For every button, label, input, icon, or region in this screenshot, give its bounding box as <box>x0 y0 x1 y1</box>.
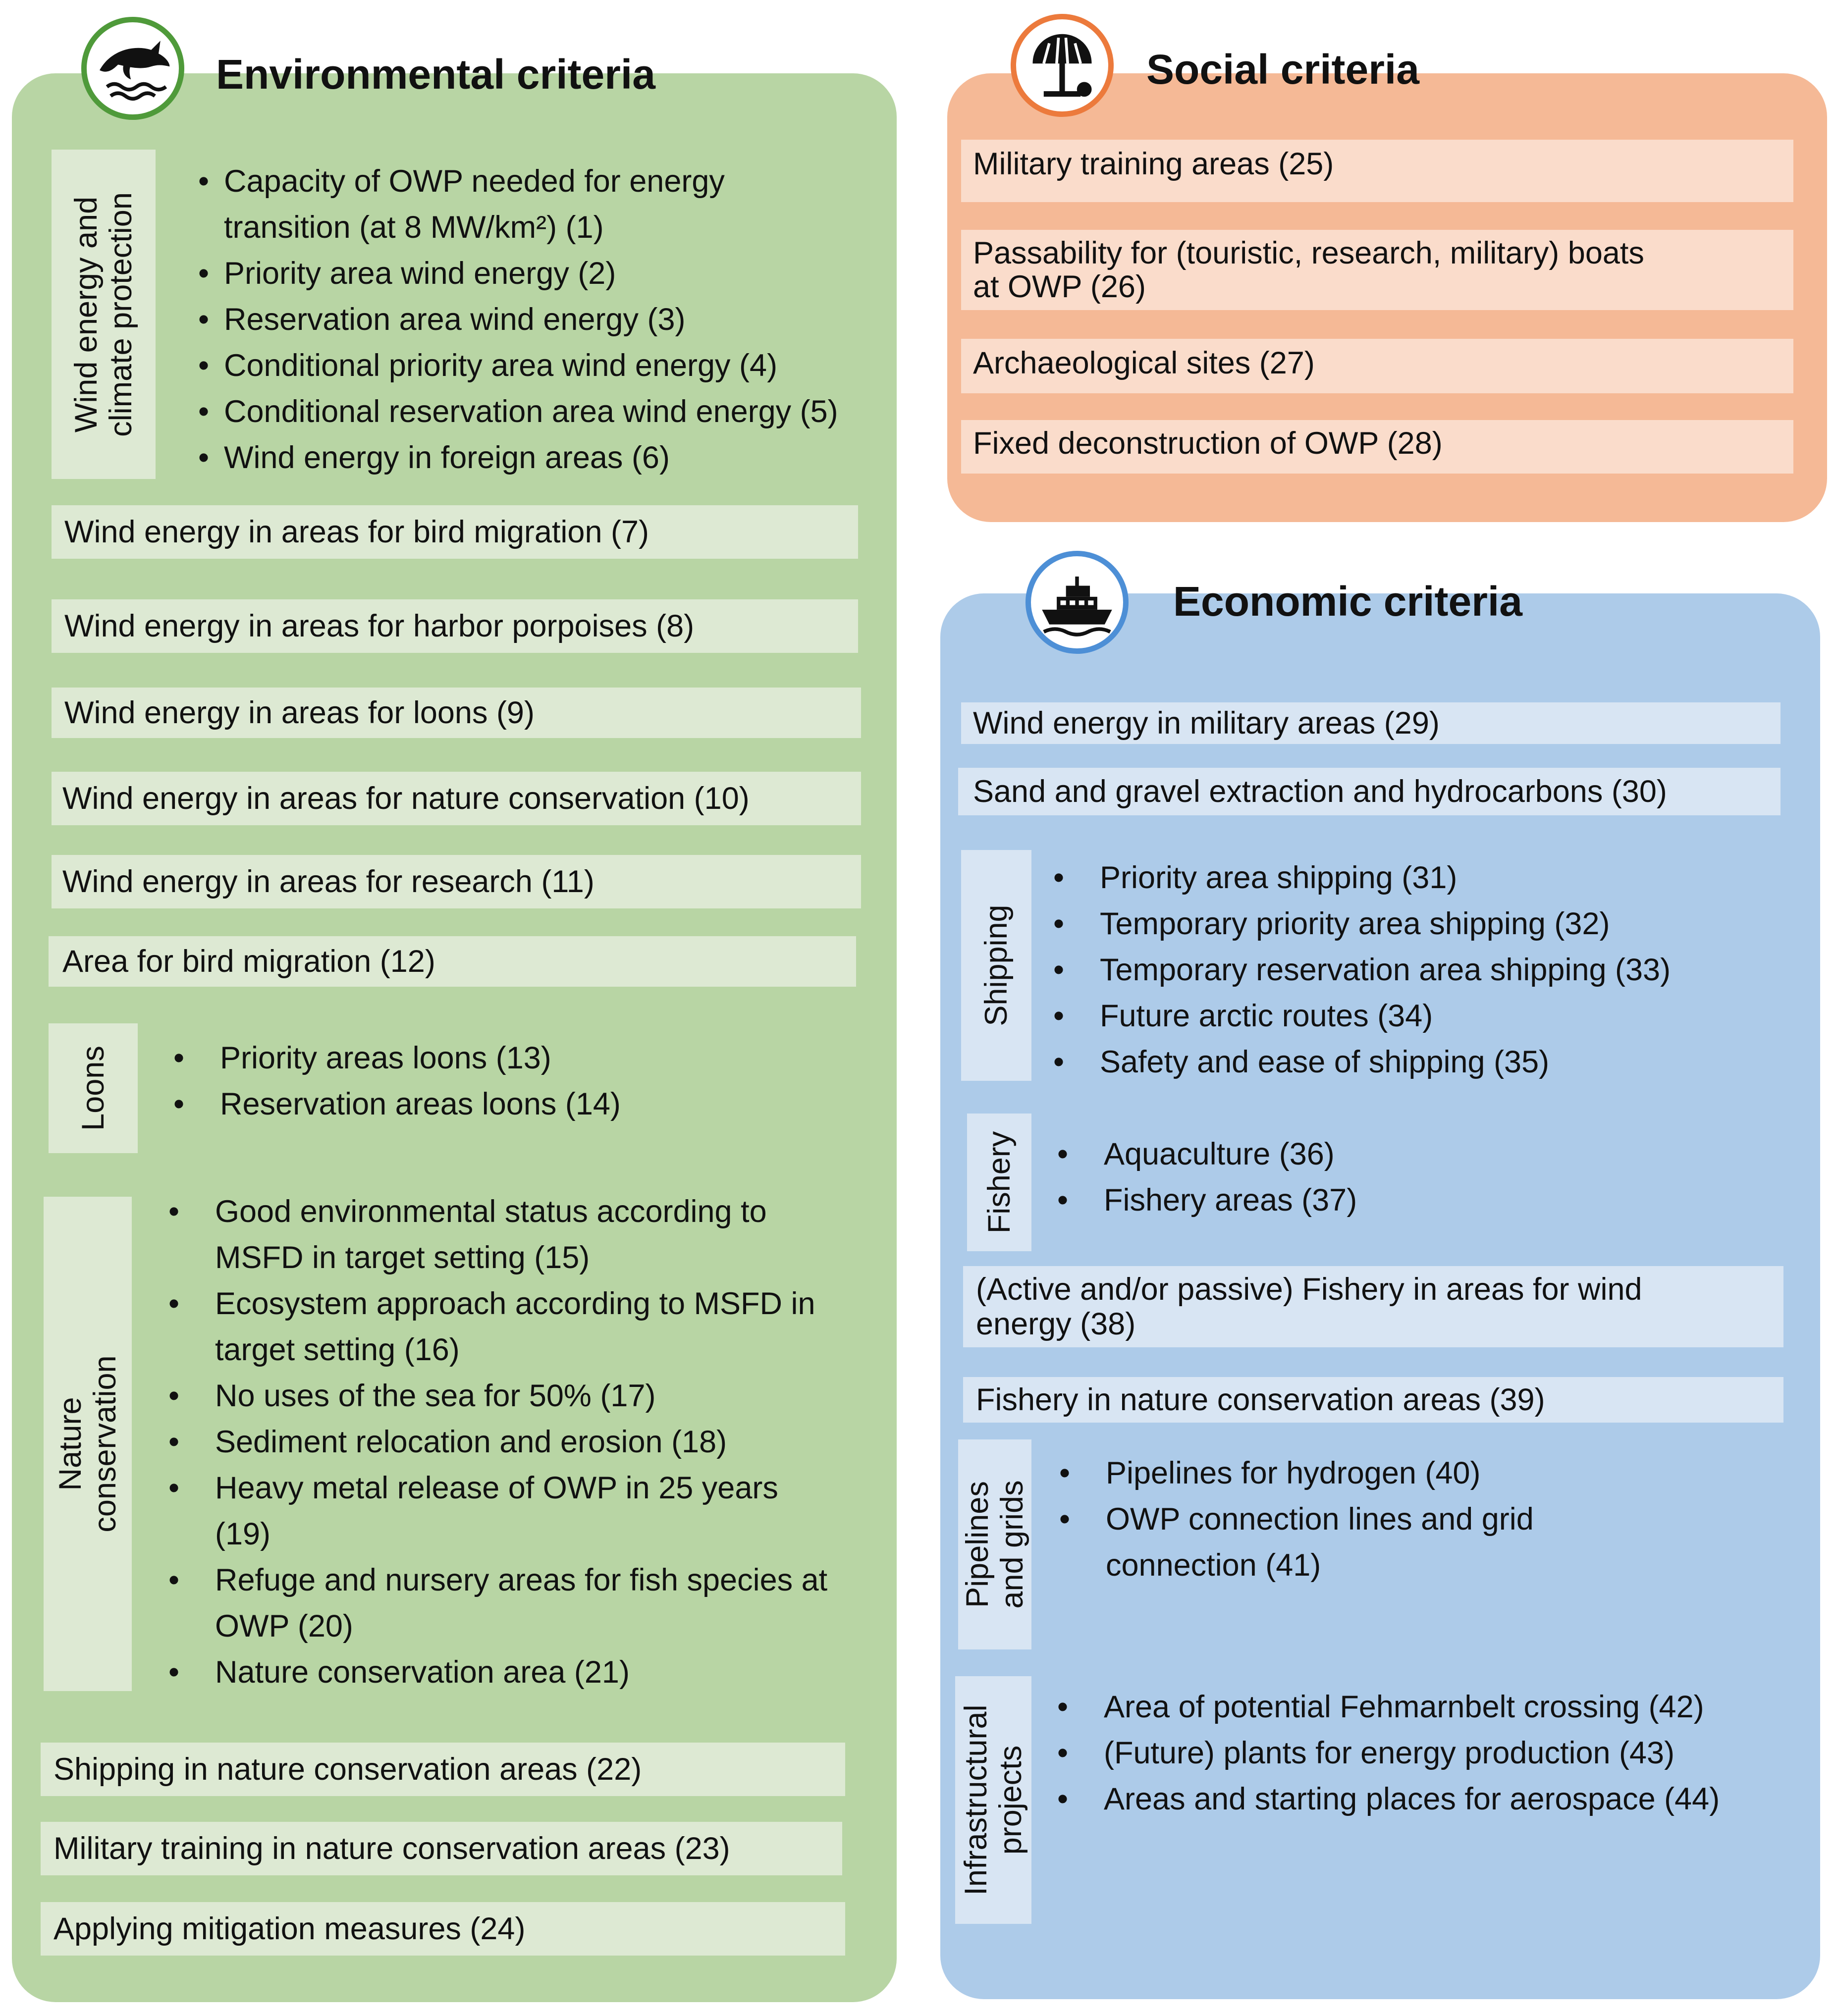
fishery-group-label <box>967 1114 1031 1251</box>
side-label-line: Fishery <box>982 1131 1017 1234</box>
criterion-label: Wind energy in areas for research (11) <box>62 864 594 899</box>
environmental-criteria-title: Environmental criteria <box>216 51 655 98</box>
criterion-box <box>961 140 1793 202</box>
economic-emblem <box>1025 551 1129 654</box>
criterion-label: Sand and gravel extraction and hydrocarbons (30) <box>973 774 1667 809</box>
criterion-label: Passability for (touristic, research, military) boats <box>973 236 1644 270</box>
list-item: • Pipelines for hydrogen (40) <box>1106 1450 1534 1496</box>
criterion-box <box>41 1902 845 1956</box>
shipping-criteria-list <box>1100 855 1671 1085</box>
criterion-box <box>49 936 856 987</box>
list-item: • Conditional priority area wind energy (4) <box>224 343 838 389</box>
criterion-box <box>961 230 1793 310</box>
list-item-continuation: OWP (20) <box>215 1609 353 1644</box>
criterion-box <box>963 1377 1783 1423</box>
list-item: • Aquaculture (36) <box>1104 1131 1357 1177</box>
criterion-box <box>961 339 1793 393</box>
side-label-line: projects <box>993 1745 1028 1855</box>
side-label-line: Loons <box>76 1046 110 1131</box>
criterion-label: Fixed deconstruction of OWP (28) <box>973 426 1443 461</box>
criterion-box <box>41 1743 845 1796</box>
side-label-line: conservation <box>88 1355 122 1533</box>
infrastructure-group-label <box>955 1676 1031 1924</box>
side-label-line: Pipelines <box>960 1481 995 1608</box>
list-item: • Ecosystem approach according to MSFD in <box>215 1281 827 1327</box>
criterion-label: Area for bird migration (12) <box>62 944 435 979</box>
criterion-label: Fishery in nature conservation areas (39) <box>976 1382 1545 1417</box>
criterion-label: (Active and/or passive) Fishery in areas for wind <box>976 1272 1642 1307</box>
pipelines-group-label <box>958 1439 1031 1649</box>
criterion-label: Archaeological sites (27) <box>973 346 1315 380</box>
list-item: • Reservation areas loons (14) <box>220 1081 621 1127</box>
criterion-label: Military training areas (25) <box>973 147 1334 181</box>
list-item-continuation: transition (at 8 MW/km²) (1) <box>224 210 604 245</box>
criterion-label: Wind energy in areas for harbor porpoises (8) <box>64 609 695 643</box>
criterion-box <box>52 772 861 825</box>
criterion-label-continuation: at OWP (26) <box>973 269 1146 304</box>
criterion-label-continuation: energy (38) <box>976 1307 1136 1341</box>
economic-criteria-title: Economic criteria <box>1173 578 1522 625</box>
criterion-label: Wind energy in areas for nature conservation (10) <box>62 781 750 816</box>
list-item: • Priority area shipping (31) <box>1100 855 1671 901</box>
list-item: • Reservation area wind energy (3) <box>224 297 838 343</box>
criterion-label: Wind energy in military areas (29) <box>973 706 1440 741</box>
list-item: • Conditional reservation area wind energy (5) <box>224 389 838 435</box>
list-item: • Priority areas loons (13) <box>220 1035 621 1081</box>
loons-group-label <box>49 1023 138 1153</box>
list-item: • Temporary reservation area shipping (33) <box>1100 947 1671 993</box>
list-item: • Fishery areas (37) <box>1104 1177 1357 1223</box>
list-item: • Sediment relocation and erosion (18) <box>215 1419 827 1465</box>
social-criteria-title: Social criteria <box>1146 46 1419 93</box>
nature-conservation-criteria-list <box>215 1189 827 1696</box>
criterion-box <box>958 768 1781 815</box>
list-item: • OWP connection lines and grid <box>1106 1496 1534 1542</box>
list-item: • (Future) plants for energy production (43) <box>1104 1730 1720 1776</box>
criterion-box <box>52 505 858 559</box>
criterion-box <box>52 688 861 738</box>
loons-criteria-list <box>220 1035 621 1127</box>
side-label-line: Shipping <box>979 904 1014 1026</box>
list-item: • Future arctic routes (34) <box>1100 993 1671 1039</box>
infrastructure-criteria-list <box>1104 1684 1720 1822</box>
criterion-box <box>41 1822 842 1875</box>
list-item: • Refuge and nursery areas for fish species at <box>215 1557 827 1603</box>
side-label-line: Nature <box>53 1397 88 1491</box>
criterion-label: Military training in nature conservation areas (23) <box>54 1831 730 1866</box>
list-item-continuation: MSFD in target setting (15) <box>215 1240 590 1275</box>
list-item: • Areas and starting places for aerospace (44) <box>1104 1776 1720 1822</box>
list-item-continuation: (19) <box>215 1517 271 1551</box>
beach-umbrella-icon <box>1016 19 1108 111</box>
ship-icon <box>1031 556 1123 648</box>
list-item: • Safety and ease of shipping (35) <box>1100 1039 1671 1085</box>
criterion-label: Wind energy in areas for bird migration (7) <box>64 515 649 549</box>
list-item: • Nature conservation area (21) <box>215 1649 827 1696</box>
list-item: • No uses of the sea for 50% (17) <box>215 1373 827 1419</box>
criterion-label: Applying mitigation measures (24) <box>54 1911 526 1946</box>
shipping-group-label <box>961 850 1031 1081</box>
criterion-label: Wind energy in areas for loons (9) <box>64 695 535 730</box>
dolphin-icon <box>87 22 179 114</box>
criterion-box <box>52 855 861 908</box>
list-item-continuation: connection (41) <box>1106 1548 1321 1583</box>
wind-energy-criteria-list <box>224 159 838 481</box>
criterion-box <box>961 702 1781 744</box>
list-item: • Heavy metal release of OWP in 25 years <box>215 1465 827 1511</box>
nature-conservation-group-label <box>44 1197 132 1691</box>
list-item: • Area of potential Fehmarnbelt crossing (42) <box>1104 1684 1720 1730</box>
list-item: • Wind energy in foreign areas (6) <box>224 435 838 481</box>
list-item: • Good environmental status according to <box>215 1189 827 1235</box>
list-item: • Temporary priority area shipping (32) <box>1100 901 1671 947</box>
criterion-box <box>961 420 1793 474</box>
fishery-criteria-list <box>1104 1131 1357 1223</box>
list-item: • Capacity of OWP needed for energy <box>224 159 838 205</box>
list-item: • Priority area wind energy (2) <box>224 251 838 297</box>
criterion-box <box>52 599 858 653</box>
side-label-line: Wind energy and <box>69 196 104 432</box>
side-label-line: and grids <box>995 1480 1029 1609</box>
wind-energy-group-label <box>52 150 156 479</box>
side-label-line: climate protection <box>104 192 138 437</box>
criterion-box <box>963 1266 1783 1347</box>
list-item-continuation: target setting (16) <box>215 1332 460 1367</box>
criterion-label: Shipping in nature conservation areas (22) <box>54 1752 642 1787</box>
side-label-line: Infrastructural <box>959 1704 993 1896</box>
pipelines-criteria-list <box>1106 1450 1534 1589</box>
environmental-emblem <box>81 17 184 120</box>
social-emblem <box>1011 14 1114 117</box>
